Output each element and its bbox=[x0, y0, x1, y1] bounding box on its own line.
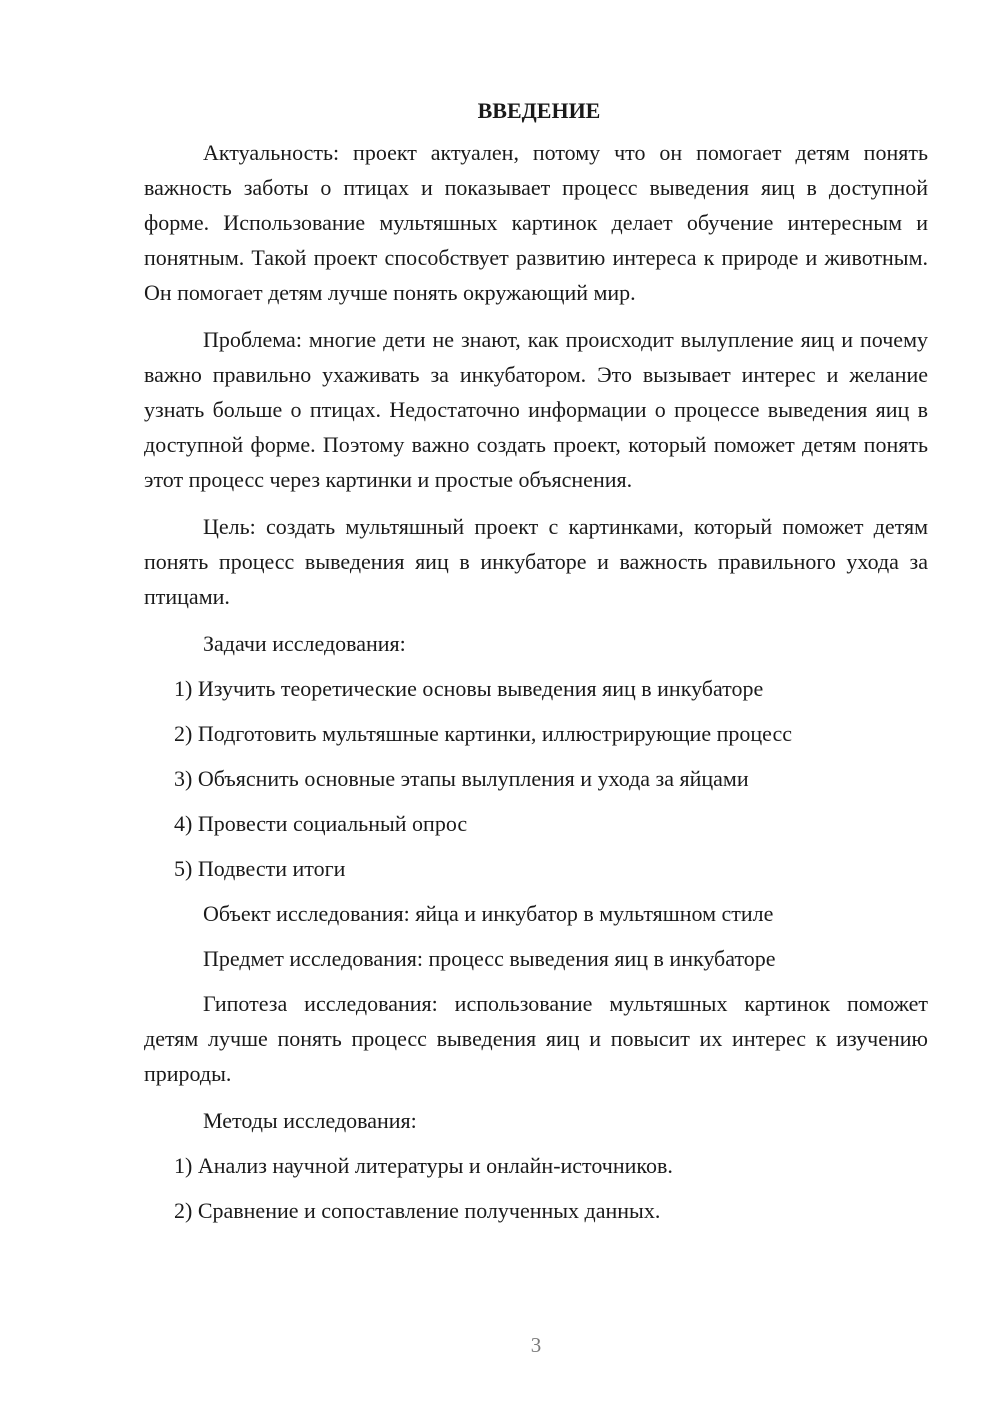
relevance-paragraph: Актуальность: проект актуален, потому что он помогает детям понять важность заботы о птицах и показывает процесс выведения яиц в доступной форме. Использование мультяшных картинок делает обучение интересным и понятным. Такой проект способствует развитию интереса к природе и животным. Он помогает детям лучше понять окружающий мир. bbox=[144, 140, 928, 305]
list-item: 1) Анализ научной литературы и онлайн-источников. bbox=[174, 1153, 673, 1178]
tasks-heading: Задачи исследования: bbox=[203, 631, 406, 656]
list-item: 4) Провести социальный опрос bbox=[174, 811, 468, 836]
subject-line: Предмет исследования: процесс выведения яиц в инкубаторе bbox=[203, 946, 776, 971]
methods-list bbox=[144, 1148, 928, 1228]
list-item: 2) Подготовить мультяшные картинки, иллюстрирующие процесс bbox=[174, 721, 792, 746]
page-content bbox=[144, 96, 928, 1238]
page-number: 3 bbox=[530, 1333, 542, 1357]
problem-paragraph: Проблема: многие дети не знают, как происходит вылупление яиц и почему важно правильно ухаживать за инкубатором. Это вызывает интерес и желание узнать больше о птицах. Недостаточно информации о процессе выведения яиц в доступной форме. Поэтому важно создать проект, который поможет детям понять этот процесс через картинки и простые объяснения. bbox=[144, 327, 928, 492]
list-item: 5) Подвести итоги bbox=[174, 856, 346, 881]
page-title: ВВЕДЕНИЕ bbox=[477, 98, 601, 123]
goal-paragraph: Цель: создать мультяшный проект с картинками, который поможет детям понять процесс выведения яиц в инкубаторе и важность правильного ухода за птицами. bbox=[144, 514, 928, 609]
list-item: 1) Изучить теоретические основы выведения яиц в инкубаторе bbox=[174, 676, 764, 701]
methods-heading: Методы исследования: bbox=[203, 1108, 417, 1133]
hypothesis-paragraph: Гипотеза исследования: использование мультяшных картинок поможет детям лучше понять процесс выведения яиц и повысит их интерес к изучению природы. bbox=[144, 991, 928, 1086]
list-item: 3) Объяснить основные этапы вылупления и ухода за яйцами bbox=[174, 766, 749, 791]
object-line: Объект исследования: яйца и инкубатор в мультяшном стиле bbox=[203, 901, 774, 926]
list-item: 2) Сравнение и сопоставление полученных данных. bbox=[174, 1198, 661, 1223]
tasks-list bbox=[144, 671, 928, 886]
